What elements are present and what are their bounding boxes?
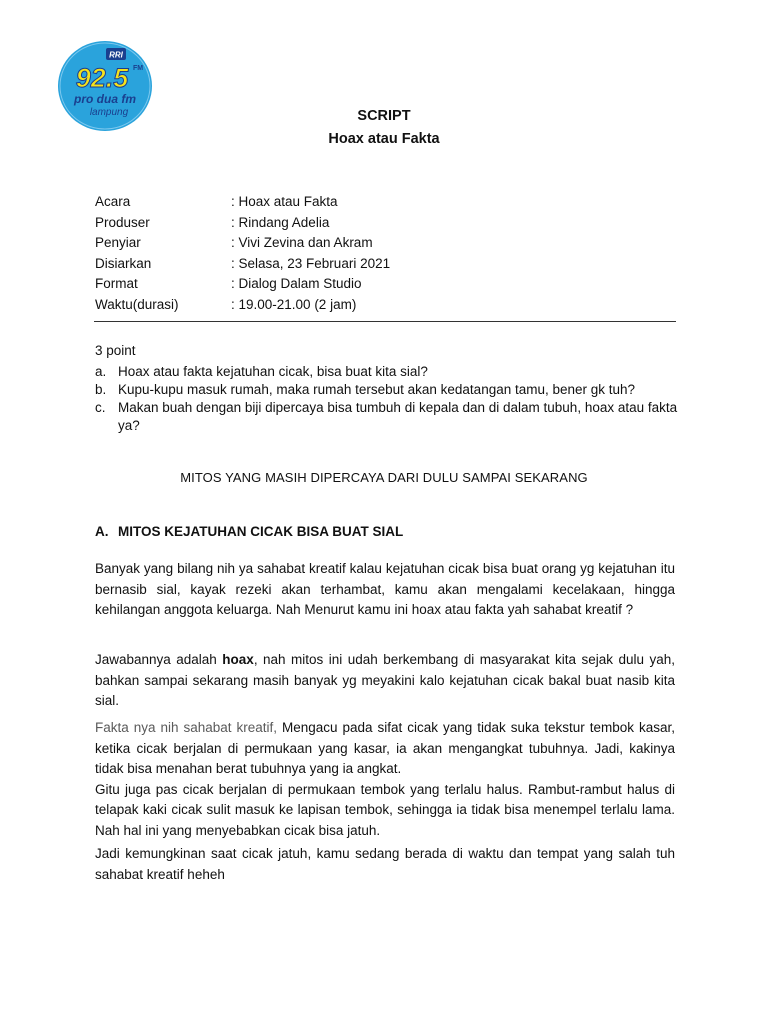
paragraph-text: Jawabannya adalah bbox=[95, 652, 223, 667]
paragraph-text: Gitu juga pas cicak berjalan di permukaan tembok yang terlalu halus. Rambut-rambut halus di telapak kaki cicak sulit masuk ke lapisan tembok, sehingga ia tidak bisa menempel terlalu lama. Nah hal ini yang menyebabkan cicak bisa jatuh. bbox=[95, 781, 675, 838]
paragraph-fact bbox=[95, 718, 675, 841]
fact-lead: Fakta nya nih sahabat kreatif, bbox=[95, 720, 278, 735]
info-value: : Dialog Dalam Studio bbox=[231, 276, 362, 292]
list-item bbox=[95, 399, 680, 435]
info-label: Acara bbox=[95, 194, 131, 209]
divider-line bbox=[94, 321, 676, 322]
answer-bold: hoax bbox=[222, 652, 254, 667]
info-value: : Selasa, 23 Februari 2021 bbox=[231, 255, 391, 271]
list-item-text: Kupu-kupu masuk rumah, maka rumah tersebut akan kedatangan tamu, bener gk tuh? bbox=[118, 382, 636, 397]
list-item-letter: a. bbox=[95, 364, 107, 379]
logo-unit: FM bbox=[133, 65, 144, 72]
info-label: Format bbox=[95, 276, 138, 292]
section-heading: MITOS YANG MASIH DIPERCAYA DARI DULU SAMPAI SEKARANG bbox=[180, 470, 588, 485]
script-title: SCRIPT bbox=[357, 108, 411, 124]
info-value: : 19.00-21.00 (2 jam) bbox=[231, 296, 357, 312]
logo-name: pro dua fm bbox=[74, 92, 136, 106]
list-item-letter: b. bbox=[95, 382, 107, 397]
points-list bbox=[95, 363, 680, 435]
list-item-letter: c. bbox=[95, 400, 106, 415]
logo-city: lampung bbox=[89, 107, 129, 118]
info-label: Produser bbox=[95, 214, 150, 230]
subsection-letter: A. bbox=[95, 524, 109, 539]
paragraph-conclusion: Jadi kemungkinan saat cicak jatuh, kamu sedang berada di waktu dan tempat yang salah tuh sahabat kreatif heheh bbox=[95, 846, 675, 882]
info-value: : Hoax atau Fakta bbox=[231, 194, 338, 209]
script-subtitle: Hoax atau Fakta bbox=[328, 131, 440, 147]
logo-brand: RRI bbox=[109, 50, 123, 60]
info-label: Disiarkan bbox=[95, 255, 152, 271]
list-item-text: Hoax atau fakta kejatuhan cicak, bisa buat kita sial? bbox=[118, 364, 428, 379]
list-item-text: Makan buah dengan biji dipercaya bisa tumbuh di kepala dan di dalam tubuh, hoax atau fakta ya? bbox=[118, 400, 678, 433]
paragraph-answer bbox=[95, 650, 675, 712]
list-item bbox=[95, 381, 680, 399]
info-value: : Vivi Zevina dan Akram bbox=[231, 235, 373, 251]
info-value: : Rindang Adelia bbox=[231, 214, 330, 230]
paragraph-text: , nah mitos ini udah berkembang di masyarakat kita sejak dulu yah, bahkan sampai sekarang masih banyak yg meyakini kalo kejatuhan cicak bakal buat nasib kita sial. bbox=[95, 652, 675, 708]
points-label: 3 point bbox=[95, 343, 136, 358]
subsection-title: MITOS KEJATUHAN CICAK BISA BUAT SIAL bbox=[118, 524, 404, 539]
info-label: Penyiar bbox=[95, 235, 141, 251]
list-item bbox=[95, 363, 680, 381]
logo-frequency: 92.5 bbox=[75, 63, 129, 93]
paragraph-text: Mengacu pada sifat cicak yang tidak suka tekstur tembok kasar, ketika cicak berjalan di permukaan yang kasar, ia akan mengangkat tubuhnya. Jadi, kakinya tidak bisa menahan berat tubuhnya yang ia angkat. bbox=[95, 720, 675, 776]
info-label: Waktu(durasi) bbox=[95, 296, 179, 312]
paragraph-intro: Banyak yang bilang nih ya sahabat kreatif kalau kejatuhan cicak bisa buat orang yg kejatuhan itu bernasib sial, kayak rezeki akan terhambat, kamu akan mengalami kecelakaan, hingga kehilangan anggota keluarga. Nah Menurut kamu ini hoax atau fakta yah sahabat kreatif ? bbox=[95, 561, 675, 617]
subsection-heading bbox=[95, 524, 403, 539]
